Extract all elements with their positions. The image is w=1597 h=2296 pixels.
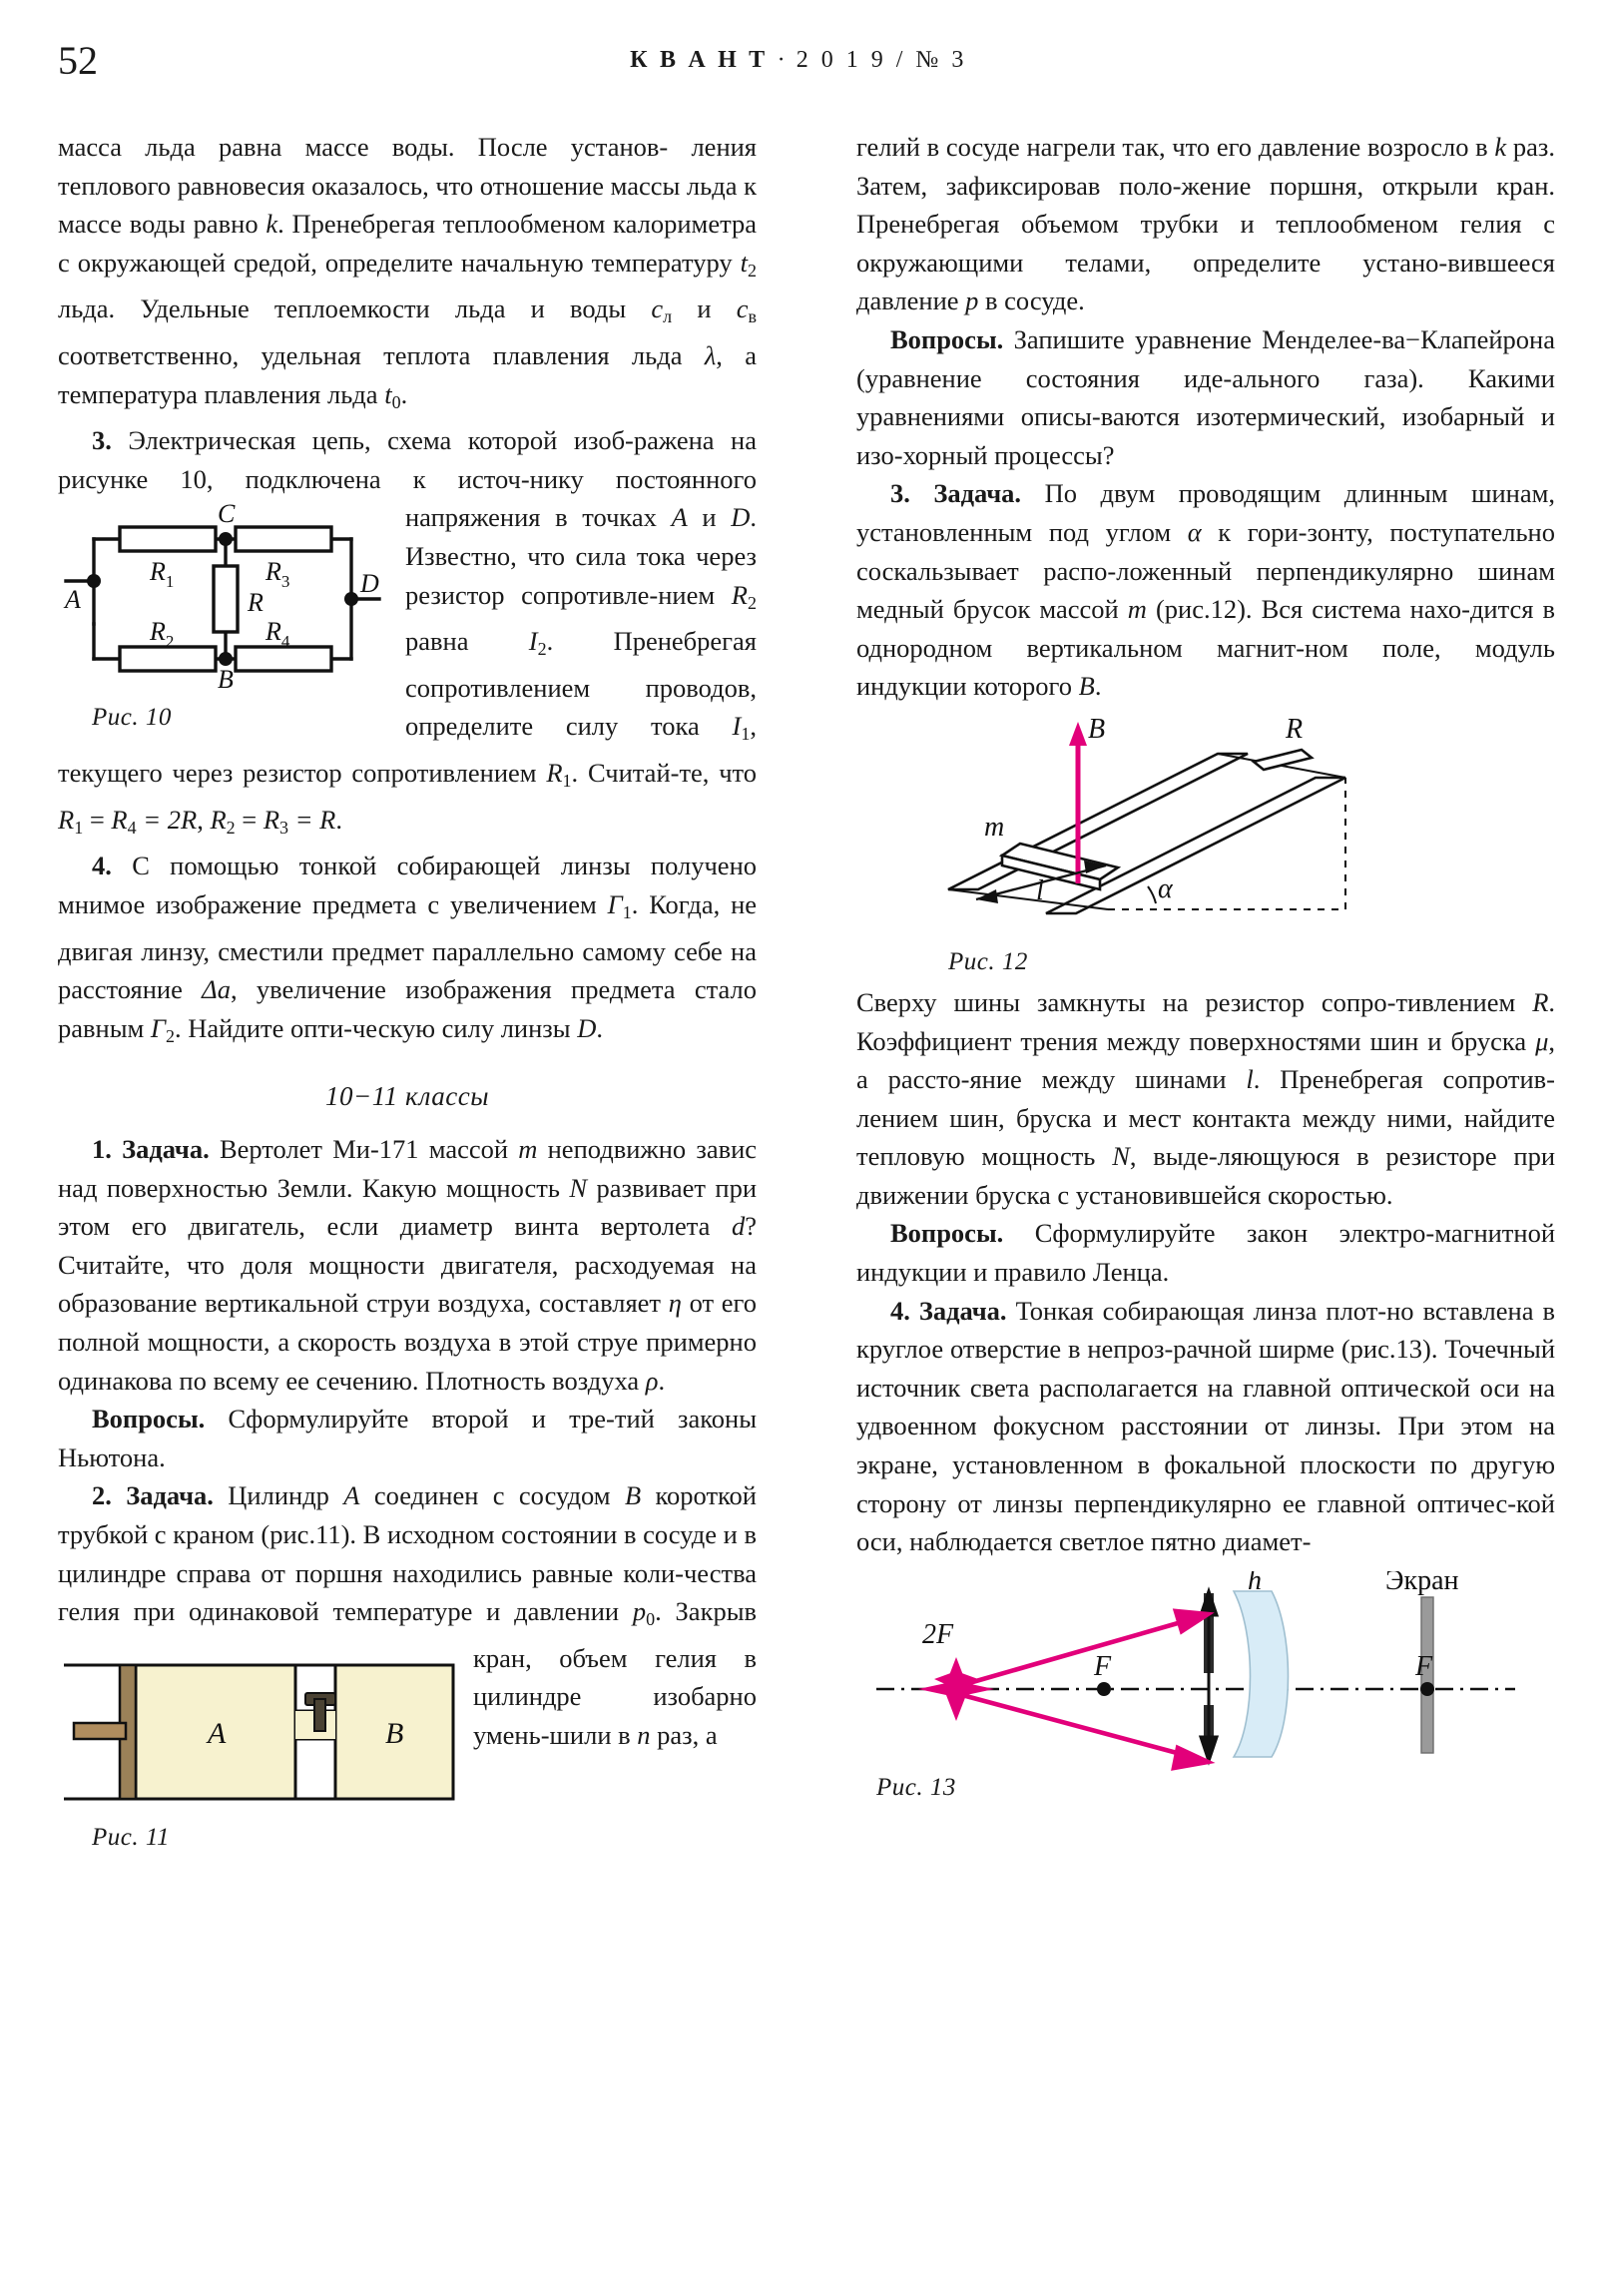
text-run: С помощью тонкой собирающей линзы получено мнимое изображение предмета с увеличением [58, 851, 758, 919]
math-sub: 0 [646, 1609, 656, 1630]
paragraph-continuation-right [856, 128, 1555, 320]
text-run: , увеличение изображения предмета стало равным [58, 974, 757, 1043]
math-var-mu: μ [1535, 1025, 1549, 1056]
text-run: ления теплового равновесия оказалось, что [58, 132, 757, 201]
text-run: Вертолет Ми-171 массой [219, 1133, 509, 1164]
problem-4 [58, 847, 757, 1055]
text-run: соответственно, удельная теплота плавления льда [58, 340, 683, 371]
text-run: раз, а [657, 1719, 718, 1750]
text-run: , а рассто-яние между шинами [856, 1025, 1555, 1095]
label-screen: Экран [1385, 1570, 1459, 1596]
label-B: B [1088, 713, 1106, 745]
piston-rod [74, 1723, 126, 1739]
math-var-eta: η [668, 1288, 682, 1319]
math-var-m: m [1127, 594, 1147, 625]
math-sub: 1 [741, 724, 751, 745]
problem-number: 1. [92, 1133, 112, 1164]
math-var-alpha: α [1187, 516, 1202, 547]
problem-kind: Задача. [126, 1480, 214, 1511]
math-sub: 2 [747, 260, 757, 281]
text-run: . [658, 1365, 666, 1396]
page-header [0, 38, 1597, 90]
node-label-B: B [218, 665, 234, 695]
text-run: раз. Затем, зафиксировав поло-жение поршня, открыли кран. Пренебрегая объемом трубки и теплообменом гелия с окружающими телами, определите устано-вившееся давление [856, 132, 1556, 316]
math-var-R: R [1532, 986, 1549, 1017]
math-var-N: N [1112, 1141, 1130, 1172]
text-run: в сосуде. [985, 286, 1085, 316]
label-R1: $R_1$ [150, 557, 175, 592]
text-run: = R [288, 804, 336, 835]
label-vessel-B: B [385, 1716, 404, 1750]
node-label-C: C [218, 504, 236, 529]
questions-label: Вопросы. [890, 1218, 1004, 1249]
lens-optics-svg [856, 1571, 1555, 1771]
problem-3-right [856, 474, 1555, 706]
paragraph-continuation [58, 128, 757, 421]
label-2F: 2F [922, 1618, 954, 1650]
questions-label: Вопросы. [92, 1404, 206, 1435]
math-sub: 2 [747, 592, 757, 613]
math-var: R [58, 804, 75, 835]
math-var-l: l [1246, 1064, 1254, 1095]
figure-11 [58, 1647, 457, 1853]
math-var-cv: c [736, 293, 749, 324]
text-run: , а температура плавления льда [58, 340, 757, 409]
math-var-lambda: λ [704, 340, 717, 371]
text-run: , выде-ляющуюся в резисторе при движении бруска с установившейся скоростью. [856, 1141, 1556, 1210]
math-var-d: d [732, 1211, 746, 1242]
label-R: R [248, 588, 264, 618]
questions-label: Вопросы. [890, 323, 1004, 354]
left-column [58, 128, 757, 1853]
math-var-Gamma1: Γ [607, 888, 623, 919]
focus-dot-left [1097, 1682, 1111, 1696]
text-run: Запишите уравнение Менделее-ва−Клапейрона (уравнение состояния иде-ального газа). Какими уравнениями описы-ваются изотермический, изобарный и изо-хорный процессы? [856, 323, 1555, 470]
math-var-t2: t [740, 247, 748, 278]
math-sub: 1 [622, 901, 632, 922]
math-sub: 2 [165, 1025, 175, 1046]
text-run: , текущего через резистор сопротивлением [58, 711, 757, 789]
text-run: . Пренебрегая сопротивлением проводов, определите силу тока [405, 626, 757, 742]
math-var-R2: R [731, 579, 748, 610]
math-var-delta-a: Δa [202, 974, 231, 1005]
questions-3 [856, 1214, 1555, 1291]
math-var-k: k [266, 209, 278, 240]
resistor-R [214, 566, 238, 632]
label-F-right: F [1415, 1650, 1433, 1682]
text-run: . Считай-те, что [571, 758, 757, 789]
math-sub: 2 [226, 817, 236, 838]
problem-number: 4. [92, 851, 112, 881]
questions-1 [58, 1400, 757, 1476]
text-run: . Известно, что сила тока через резистор сопротивле-нием [405, 502, 758, 610]
text-run: и [702, 502, 717, 533]
math-sub: 1 [74, 817, 84, 838]
text-run: . Закрыв кран, объем гелия в цилиндре изобарно умень-шили в [473, 1596, 758, 1750]
math-var-m: m [518, 1133, 538, 1164]
text-run: Электрическая цепь, схема которой изоб-ражена на рисунке 10, подключена к источ-нику постоянного напряжения в точках [58, 425, 757, 533]
text-run: . [335, 804, 342, 835]
math-var-D: D [731, 502, 751, 533]
text-run: , [197, 804, 204, 835]
math-var-p: p [965, 286, 979, 316]
text-run: льда. Удельные теплоемкости льда и воды [58, 293, 627, 324]
figure-12 [856, 714, 1555, 977]
math-var-R1: R [546, 758, 563, 789]
text-run: Сверху шины замкнуты на резистор сопро-тивлением [856, 986, 1516, 1017]
text-run: гелий в сосуде нагрели так, что его давление возросло в [856, 132, 1488, 162]
label-R3: $R_3$ [266, 557, 290, 592]
text-run: (рис.12). Вся система нахо-дится в однородном вертикальном магнит-ном поле, модуль индукции которого [856, 594, 1556, 702]
text-run: Тонкая собирающая линза плот-но вставлена в круглое отверстие в непроз-рачной ширме (рис.13). Точечный источник света располагается на главной оптической оси на удвоенном фокусном расстоянии от линзы. При этом на экране, установленном в фокальной плоскости по другую сторону от линзы перпендикулярно ее главной оптичес-кой оси, наблюдается светлое пятно диамет- [856, 1295, 1555, 1557]
valve-stem [314, 1699, 325, 1731]
label-R: R [1286, 713, 1304, 745]
figure-13-caption: Рис. 13 [876, 1773, 956, 1801]
label-alpha: α [1158, 872, 1173, 904]
math-sub: 0 [391, 391, 401, 412]
text-run: развивает при этом его двигатель, если диаметр винта вертолета [58, 1172, 758, 1242]
class-heading: 10−11 классы [325, 1081, 489, 1112]
figure-13 [856, 1571, 1555, 1803]
math-var-rho: ρ [645, 1365, 659, 1396]
text-run: равна [405, 626, 469, 657]
math-var-I1: I [732, 711, 742, 742]
text-run: . Пренебрегая теплообменом калориметра с окружающей средой, определите начальную температуру [58, 209, 758, 278]
math-sub: л [663, 306, 673, 327]
math-var: R [111, 804, 128, 835]
math-sub: 3 [279, 817, 289, 838]
problem-number: 3. [890, 478, 910, 509]
text-run: неподвижно завис над поверхностью Земли. Какую мощность [58, 1133, 758, 1203]
text-run: отношение массы льда к массе воды равно [58, 170, 757, 240]
questions-2 [856, 320, 1555, 474]
separator-dot: · [777, 47, 788, 73]
node-label-D: D [360, 569, 379, 599]
label-F-left: F [1094, 1650, 1112, 1682]
problem-1 [58, 1130, 757, 1400]
text-run: . [1094, 671, 1102, 702]
rail-back [1046, 778, 1345, 913]
problem-4-right [856, 1292, 1555, 1561]
cylinder-vessel-svg [58, 1647, 457, 1819]
converging-lens [1234, 1591, 1289, 1757]
label-h: h [1248, 1570, 1262, 1596]
point-source-star [918, 1657, 994, 1721]
text-run: = [83, 804, 112, 835]
math-var: R [210, 804, 227, 835]
resistor-R3 [236, 527, 331, 551]
math-var-D: D [577, 1012, 597, 1043]
math-sub: 4 [127, 817, 137, 838]
math-sub: в [748, 306, 758, 327]
text-run: соединен с сосудом [373, 1480, 611, 1511]
text-run: . Когда, не двигая линзу, сместили предмет параллельно самому себе на расстояние [58, 888, 758, 1005]
text-run: . Найдите опти-ческую силу линзы [175, 1012, 571, 1043]
label-R4: $R_4$ [266, 617, 290, 652]
node-label-A: A [65, 585, 81, 615]
page-number: 52 [58, 38, 98, 83]
text-run: короткой трубкой с краном (рис.11). В исходном состоянии в сосуде и в цилиндре справа от поршня находились равные коли-чества гелия при одинаковой температуре и давлении [58, 1480, 757, 1627]
math-var-t0: t [384, 378, 392, 409]
focus-dot-right [1420, 1682, 1434, 1696]
running-title [0, 44, 1597, 76]
text-run: Цилиндр [228, 1480, 329, 1511]
problem-3 [58, 421, 757, 847]
text-run: и [697, 293, 712, 324]
label-R2: $R_2$ [150, 617, 175, 652]
math-sub: 1 [562, 771, 572, 792]
text-run: Сформулируйте закон электро-магнитной индукции и правило Ленца. [856, 1218, 1556, 1288]
math-var-B: B [1078, 671, 1095, 702]
math-var-I2: I [528, 626, 538, 657]
math-sub: 2 [537, 639, 547, 660]
text-run: к гори-зонту, поступательно соскальзывает распо-ложенный перпендикулярно шинам медный брусок массой [856, 516, 1555, 625]
math-var-B: B [624, 1480, 642, 1511]
figure-10-caption: Рис. 10 [92, 704, 172, 732]
text-run: . Пренебрегая сопротив-лением шин, бруска и мест контакта между ними, найдите тепловую мощность [856, 1064, 1555, 1172]
text-run: . Коэффициент трения между поверхностями шин и бруска [856, 986, 1556, 1056]
math-var-Gamma2: Γ [150, 1012, 166, 1043]
problem-number: 2. [92, 1480, 112, 1511]
text-run: масса льда равна массе воды. После установ- [58, 132, 669, 162]
label-l: l [1036, 874, 1044, 906]
problem-kind: Задача. [918, 1295, 1007, 1326]
math-var-A: A [671, 502, 688, 533]
problem-kind: Задача. [933, 478, 1022, 509]
label-cylinder-A: A [208, 1716, 227, 1750]
label-m: m [984, 811, 1005, 843]
text-run: ? Считайте, что доля мощности двигателя, расходуемая на образование вертикальной струи воздуха, составляет [58, 1211, 758, 1319]
math-var-cl: c [651, 293, 664, 324]
math-var: R [263, 804, 280, 835]
text-run: = [235, 804, 264, 835]
right-column [856, 128, 1555, 1803]
text-run: . [596, 1012, 603, 1043]
text-run: По двум проводящим длинным шинам, установленным под углом [856, 478, 1556, 547]
figure-11-caption: Рис. 11 [92, 1823, 171, 1851]
math-var-p0: p [632, 1596, 647, 1627]
math-var-n: n [637, 1719, 651, 1750]
issue-label: 2 0 1 9 / № 3 [796, 47, 967, 73]
problem-kind: Задача. [122, 1133, 210, 1164]
magazine-name: К В А Н Т [630, 47, 769, 73]
text-run: от его полной мощности, а скорость воздуха в этой струе примерно одинакова по всему ее сечению. Плотность воздуха [58, 1288, 758, 1396]
math-var-N: N [569, 1172, 588, 1203]
angle-arc-alpha [1148, 886, 1156, 903]
circuit-diagram-svg [58, 504, 387, 699]
figure-10 [58, 504, 387, 733]
resistor-R1 [120, 527, 216, 551]
problem-3-continued [856, 983, 1555, 1215]
problem-2 [58, 1476, 758, 1851]
text-run: . [400, 378, 408, 409]
inclined-rails-svg [856, 714, 1395, 945]
problem-number: 4. [890, 1295, 910, 1326]
text-run: Сформулируйте второй и тре-тий законы Ньютона. [58, 1404, 758, 1472]
problem-number: 3. [92, 425, 112, 456]
math-var-A: A [343, 1480, 360, 1511]
figure-12-caption: Рис. 12 [948, 947, 1028, 975]
text-run: = 2R [136, 804, 198, 835]
math-var-k: k [1494, 132, 1507, 162]
